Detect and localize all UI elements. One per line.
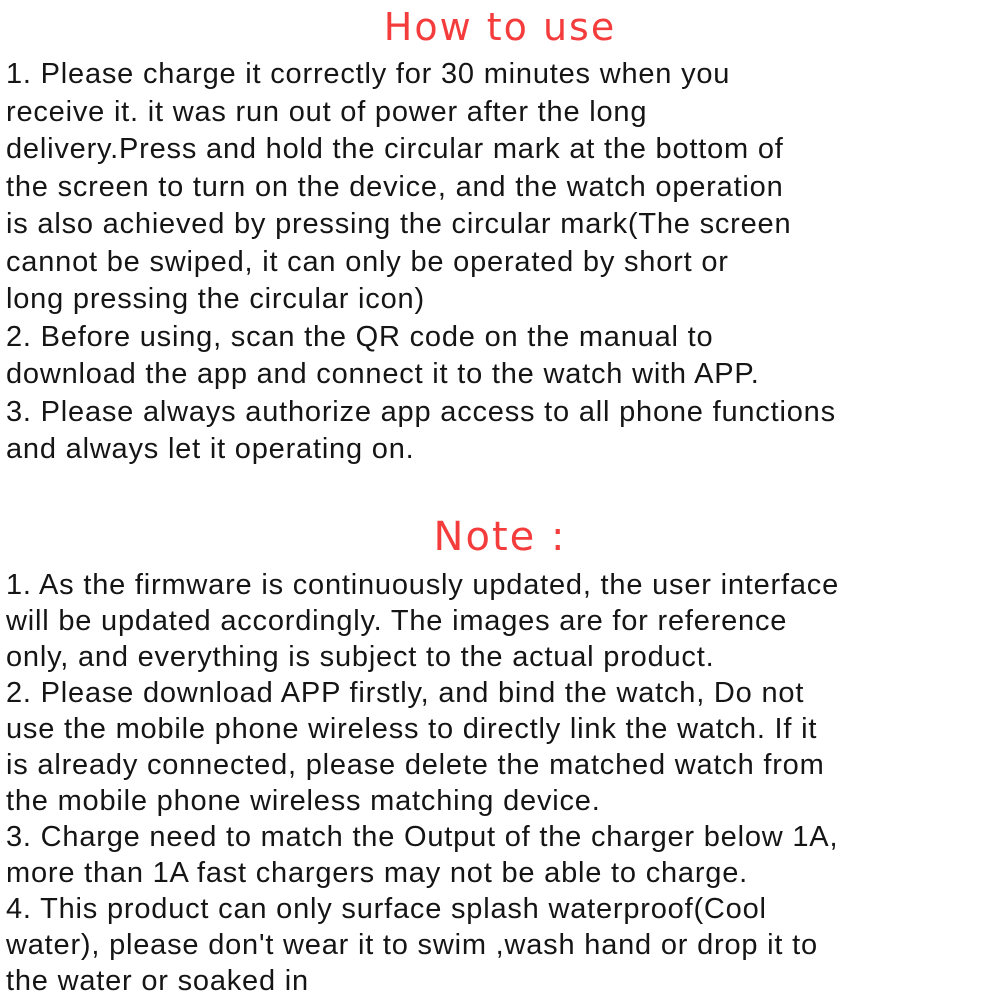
note-line: water), please don't wear it to swim ,wash hand or drop it to [6, 928, 818, 961]
how-to-use-line: the screen to turn on the device, and the watch operation [6, 170, 784, 203]
how-to-use-line: 2. Before using, scan the QR code on the manual to [6, 320, 714, 353]
how-to-use-line: long pressing the circular icon) [6, 283, 425, 315]
note-line: 1. As the firmware is continuously updated, the user interface [6, 568, 840, 601]
how-to-use-line: is also achieved by pressing the circular mark(The screen [6, 208, 792, 240]
note-line: the mobile phone wireless matching device. [6, 784, 601, 817]
manual-page [0, 4, 1000, 1000]
note-line: 3. Charge need to match the Output of the charger below 1A, [6, 820, 839, 853]
how-to-use-line: 1. Please charge it correctly for 30 minutes when you [6, 58, 731, 90]
note-section [0, 567, 1000, 999]
how-to-use-line: delivery.Press and hold the circular mark at the bottom of [6, 133, 784, 165]
note-line: 4. This product can only surface splash waterproof(Cool [6, 892, 767, 925]
note-line: only, and everything is subject to the actual product. [6, 640, 715, 673]
how-to-use-line: download the app and connect it to the watch with APP. [6, 358, 760, 390]
note-line: will be updated accordingly. The images are for reference [6, 604, 788, 637]
note-line: more than 1A fast chargers may not be able to charge. [6, 856, 749, 889]
how-to-use-heading: How to use [383, 5, 617, 49]
how-to-use-line: receive it. it was run out of power after the long [6, 95, 648, 128]
note-line: 2. Please download APP firstly, and bind the watch, Do not [6, 676, 805, 709]
how-to-use-line: and always let it operating on. [6, 433, 415, 465]
how-to-use-line: cannot be swiped, it can only be operated by short or [6, 245, 729, 278]
note-line: use the mobile phone wireless to directly link the watch. If it [6, 712, 818, 745]
how-to-use-section [0, 56, 1000, 469]
note-line: the water or soaked in [6, 964, 309, 997]
note-heading: Note : [433, 513, 567, 560]
how-to-use-line: 3. Please always authorize app access to all phone functions [6, 395, 836, 428]
note-line: is already connected, please delete the matched watch from [6, 748, 825, 781]
